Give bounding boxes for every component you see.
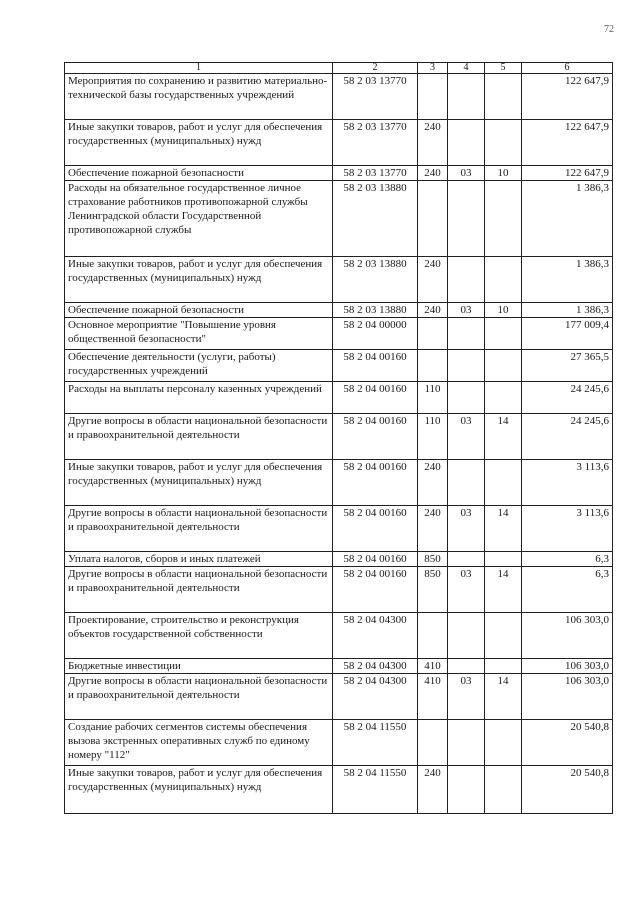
cell-csr: 58 2 04 00160 — [333, 382, 418, 414]
table-row — [65, 613, 613, 659]
cell-vr: 240 — [418, 120, 448, 166]
cell-pr — [485, 318, 522, 350]
cell-pr: 10 — [485, 303, 522, 318]
cell-vr: 110 — [418, 382, 448, 414]
cell-rz — [448, 766, 485, 814]
cell-pr — [485, 552, 522, 567]
cell-vr — [418, 613, 448, 659]
cell-rz: 03 — [448, 303, 485, 318]
table-row — [65, 166, 613, 181]
cell-pr — [485, 720, 522, 766]
cell-vr — [418, 181, 448, 257]
cell-pr — [485, 382, 522, 414]
cell-rz: 03 — [448, 414, 485, 460]
cell-csr: 58 2 04 00160 — [333, 414, 418, 460]
cell-name: Бюджетные инвестиции — [65, 659, 333, 674]
table-row — [65, 303, 613, 318]
cell-name: Обеспечение пожарной безопасности — [65, 303, 333, 318]
cell-name: Уплата налогов, сборов и иных платежей — [65, 552, 333, 567]
cell-csr: 58 2 03 13880 — [333, 257, 418, 303]
cell-rz — [448, 350, 485, 382]
table-row — [65, 382, 613, 414]
table-row — [65, 181, 613, 257]
cell-pr — [485, 350, 522, 382]
table-row — [65, 552, 613, 567]
cell-vr — [418, 318, 448, 350]
cell-csr: 58 2 04 00160 — [333, 506, 418, 552]
table-row — [65, 257, 613, 303]
cell-csr: 58 2 04 11550 — [333, 766, 418, 814]
cell-csr: 58 2 04 04300 — [333, 659, 418, 674]
cell-name: Расходы на обязательное государственное личное страхование работников противопожарной службы Ленинградской области Государственной противопожарной службы — [65, 181, 333, 257]
cell-pr: 14 — [485, 506, 522, 552]
cell-name: Расходы на выплаты персоналу казенных учреждений — [65, 382, 333, 414]
cell-rz — [448, 720, 485, 766]
cell-rz — [448, 74, 485, 120]
cell-rz: 03 — [448, 166, 485, 181]
cell-amount: 122 647,9 — [522, 166, 613, 181]
cell-name: Обеспечение деятельности (услуги, работы) государственных учреждений — [65, 350, 333, 382]
cell-name: Иные закупки товаров, работ и услуг для обеспечения государственных (муниципальных) нужд — [65, 120, 333, 166]
cell-vr: 110 — [418, 414, 448, 460]
cell-amount: 20 540,8 — [522, 766, 613, 814]
cell-name: Иные закупки товаров, работ и услуг для обеспечения государственных (муниципальных) нужд — [65, 766, 333, 814]
cell-rz — [448, 318, 485, 350]
table-row — [65, 350, 613, 382]
table-row — [65, 659, 613, 674]
table-row — [65, 74, 613, 120]
cell-vr — [418, 74, 448, 120]
cell-pr — [485, 460, 522, 506]
cell-vr: 850 — [418, 567, 448, 613]
table-row — [65, 567, 613, 613]
cell-pr: 14 — [485, 674, 522, 720]
cell-pr — [485, 613, 522, 659]
cell-amount: 177 009,4 — [522, 318, 613, 350]
cell-name: Другие вопросы в области национальной безопасности и правоохранительной деятельности — [65, 506, 333, 552]
cell-amount: 1 386,3 — [522, 257, 613, 303]
cell-pr: 10 — [485, 166, 522, 181]
table-row — [65, 120, 613, 166]
header-cell: 6 — [522, 63, 613, 74]
cell-csr: 58 2 03 13770 — [333, 166, 418, 181]
cell-amount: 20 540,8 — [522, 720, 613, 766]
cell-rz — [448, 613, 485, 659]
cell-pr — [485, 120, 522, 166]
cell-vr — [418, 720, 448, 766]
header-cell: 3 — [418, 63, 448, 74]
cell-pr — [485, 257, 522, 303]
cell-csr: 58 2 03 13880 — [333, 303, 418, 318]
cell-name: Создание рабочих сегментов системы обеспечения вызова экстренных оперативных служб по единому номеру "112" — [65, 720, 333, 766]
cell-csr: 58 2 04 00160 — [333, 567, 418, 613]
cell-rz — [448, 257, 485, 303]
cell-rz — [448, 181, 485, 257]
cell-amount: 122 647,9 — [522, 74, 613, 120]
cell-amount: 106 303,0 — [522, 659, 613, 674]
table-row — [65, 506, 613, 552]
cell-amount: 1 386,3 — [522, 303, 613, 318]
budget-table — [64, 62, 613, 814]
cell-pr — [485, 659, 522, 674]
cell-rz — [448, 552, 485, 567]
header-cell: 5 — [485, 63, 522, 74]
cell-amount: 6,3 — [522, 567, 613, 613]
cell-vr: 410 — [418, 674, 448, 720]
cell-amount: 122 647,9 — [522, 120, 613, 166]
cell-rz — [448, 659, 485, 674]
table-row — [65, 674, 613, 720]
cell-pr: 14 — [485, 414, 522, 460]
cell-vr: 850 — [418, 552, 448, 567]
cell-amount: 24 245,6 — [522, 382, 613, 414]
cell-name: Другие вопросы в области национальной безопасности и правоохранительной деятельности — [65, 674, 333, 720]
header-cell: 4 — [448, 63, 485, 74]
cell-name: Другие вопросы в области национальной безопасности и правоохранительной деятельности — [65, 414, 333, 460]
header-cell: 2 — [333, 63, 418, 74]
cell-csr: 58 2 04 04300 — [333, 613, 418, 659]
cell-rz: 03 — [448, 506, 485, 552]
cell-csr: 58 2 04 00160 — [333, 350, 418, 382]
cell-rz: 03 — [448, 567, 485, 613]
cell-amount: 3 113,6 — [522, 460, 613, 506]
cell-pr: 14 — [485, 567, 522, 613]
cell-vr: 410 — [418, 659, 448, 674]
cell-pr — [485, 181, 522, 257]
cell-amount: 1 386,3 — [522, 181, 613, 257]
cell-pr — [485, 74, 522, 120]
cell-amount: 24 245,6 — [522, 414, 613, 460]
cell-vr — [418, 350, 448, 382]
cell-csr: 58 2 04 11550 — [333, 720, 418, 766]
cell-csr: 58 2 04 00000 — [333, 318, 418, 350]
cell-vr: 240 — [418, 303, 448, 318]
cell-name: Проектирование, строительство и реконструкция объектов государственной собственности — [65, 613, 333, 659]
cell-amount: 27 365,5 — [522, 350, 613, 382]
cell-name: Обеспечение пожарной безопасности — [65, 166, 333, 181]
cell-amount: 106 303,0 — [522, 613, 613, 659]
cell-csr: 58 2 03 13770 — [333, 74, 418, 120]
table-row — [65, 720, 613, 766]
cell-pr — [485, 766, 522, 814]
cell-amount: 106 303,0 — [522, 674, 613, 720]
cell-rz — [448, 460, 485, 506]
cell-csr: 58 2 04 00160 — [333, 552, 418, 567]
table-row — [65, 460, 613, 506]
cell-name: Иные закупки товаров, работ и услуг для обеспечения государственных (муниципальных) нужд — [65, 257, 333, 303]
cell-vr: 240 — [418, 506, 448, 552]
cell-rz — [448, 382, 485, 414]
cell-rz: 03 — [448, 674, 485, 720]
cell-name: Основное мероприятие "Повышение уровня общественной безопасности" — [65, 318, 333, 350]
cell-csr: 58 2 03 13770 — [333, 120, 418, 166]
cell-name: Другие вопросы в области национальной безопасности и правоохранительной деятельности — [65, 567, 333, 613]
cell-vr: 240 — [418, 166, 448, 181]
cell-csr: 58 2 04 04300 — [333, 674, 418, 720]
cell-name: Мероприятия по сохранению и развитию материально-технической базы государственных учреждений — [65, 74, 333, 120]
header-cell: 1 — [65, 63, 333, 74]
table-row — [65, 318, 613, 350]
cell-name: Иные закупки товаров, работ и услуг для обеспечения государственных (муниципальных) нужд — [65, 460, 333, 506]
cell-amount: 3 113,6 — [522, 506, 613, 552]
cell-vr: 240 — [418, 766, 448, 814]
cell-vr: 240 — [418, 460, 448, 506]
cell-csr: 58 2 04 00160 — [333, 460, 418, 506]
table-row — [65, 414, 613, 460]
page-number: 72 — [604, 24, 614, 35]
cell-amount: 6,3 — [522, 552, 613, 567]
table-row — [65, 766, 613, 814]
cell-csr: 58 2 03 13880 — [333, 181, 418, 257]
cell-vr: 240 — [418, 257, 448, 303]
cell-rz — [448, 120, 485, 166]
header-row — [65, 63, 613, 74]
